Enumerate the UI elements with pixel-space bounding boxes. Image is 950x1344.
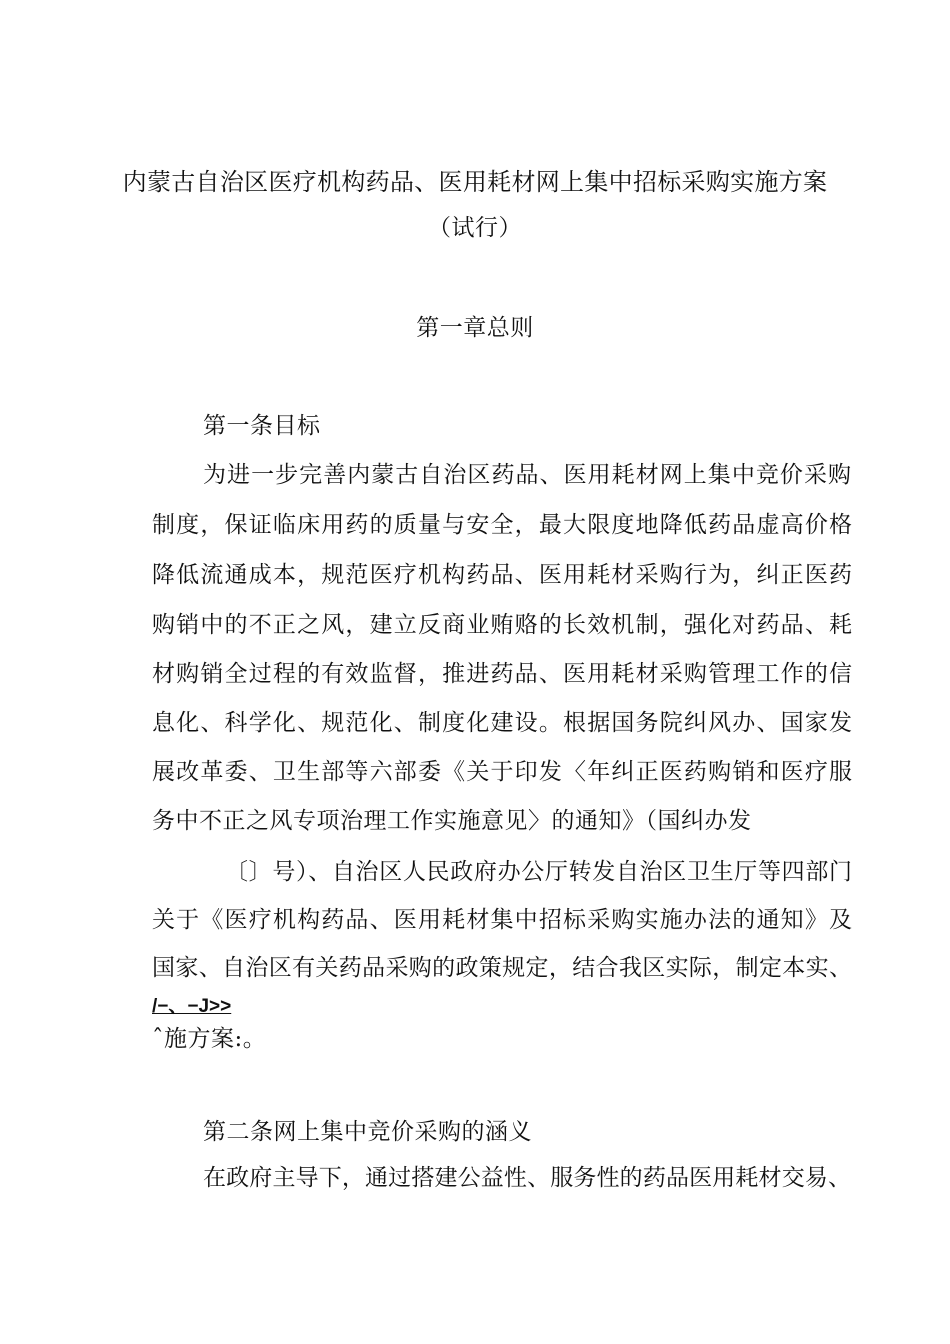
article-1-paragraph-line: 息化、科学化、规范化、制度化建设。根据国务院纠风办、国家发 [152,710,852,736]
article-1-last-line: ˆ施方案:。 [152,1026,267,1052]
article-1-paragraph-line: 降低流通成本，规范医疗机构药品、医用耗材采购行为，纠正医药 [152,562,852,588]
article-1-paragraph-line: 关于《医疗机构药品、医用耗材集中招标采购实施办法的通知》及 [152,907,852,933]
chapter-heading: 第一章总则 [416,315,534,341]
article-1-paragraph-line: 制度，保证临床用药的质量与安全，最大限度地降低药品虚高价格 [152,512,852,538]
ocr-artifact-text: /−、−J>> [152,996,232,1017]
article-1-paragraph-line: 购销中的不正之风，建立反商业贿赂的长效机制，强化对药品、耗 [152,612,852,638]
article-1-heading: 第一条目标 [203,413,321,439]
article-1-paragraph-line: 材购销全过程的有效监督，推进药品、医用耗材采购管理工作的信 [152,661,852,687]
document-subtitle: （试行） [428,215,522,241]
article-1-paragraph-line: 国家、自治区有关药品采购的政策规定，结合我区实际，制定本实、 [152,955,852,981]
article-2-heading: 第二条网上集中竞价采购的涵义 [203,1119,532,1145]
document-title: 内蒙古自治区医疗机构药品、医用耗材网上集中招标采购实施方案 [122,168,828,196]
article-1-paragraph-line: 为进一步完善内蒙古自治区药品、医用耗材网上集中竞价采购 [203,462,851,488]
article-1-paragraph-line: 〔〕号）、自治区人民政府办公厅转发自治区卫生厅等四部门 [225,859,852,885]
article-2-paragraph-line: 在政府主导下，通过搭建公益性、服务性的药品医用耗材交易、 [203,1165,851,1191]
article-1-paragraph-line: 展改革委、卫生部等六部委《关于印发〈年纠正医药购销和医疗服 [152,759,852,785]
article-1-paragraph-line: 务中不正之风专项治理工作实施意见〉的通知》（国纠办发 [152,808,752,834]
